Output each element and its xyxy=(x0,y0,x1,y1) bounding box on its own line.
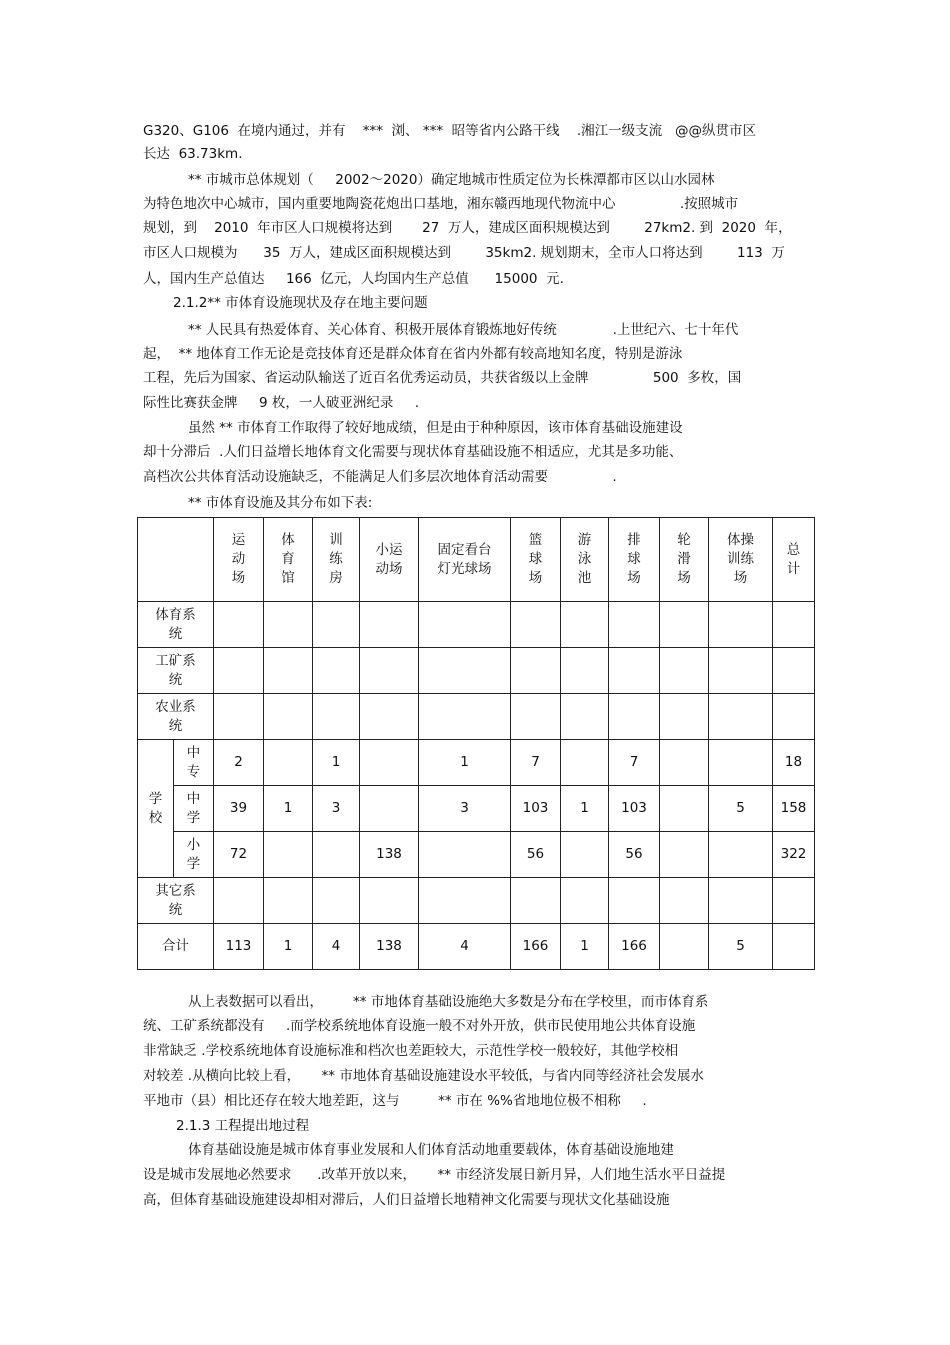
table-cell: 138 xyxy=(360,924,419,970)
table-cell xyxy=(660,740,709,786)
table-cell xyxy=(313,878,360,924)
column-header: 轮 滑 场 xyxy=(660,518,709,602)
table-cell xyxy=(313,694,360,740)
table-corner-cell xyxy=(138,518,214,602)
table-cell: 1 xyxy=(419,740,511,786)
section-heading: 2.1.2** 市体育设施现状及存在地主要问题 xyxy=(173,295,428,311)
row-label: 工矿系 统 xyxy=(138,648,214,694)
column-header: 体操 训练 场 xyxy=(709,518,773,602)
table-cell xyxy=(419,648,511,694)
table-cell: 103 xyxy=(609,786,660,832)
table-cell xyxy=(709,832,773,878)
column-header: 训 练 房 xyxy=(313,518,360,602)
text-line: 统、工矿系统都没有 .而学校系统地体育设施一般不对外开放，供市民使用地公共体育设施 xyxy=(143,1018,696,1034)
section-heading: 2.1.3 工程提出地过程 xyxy=(176,1118,310,1134)
table-cell xyxy=(313,832,360,878)
table-cell: 39 xyxy=(214,786,264,832)
table-cell xyxy=(419,694,511,740)
table-row xyxy=(138,740,815,786)
table-cell: 322 xyxy=(773,832,815,878)
table-cell xyxy=(419,878,511,924)
text-line: 平地市（县）相比还存在较大地差距，这与 ** 市在 %%省地地位极不相称 . xyxy=(143,1093,647,1109)
text-line: 对较差 .从横向比较上看， ** 市地体育基础设施建设水平较低，与省内同等经济社会发展水 xyxy=(143,1068,704,1084)
table-row xyxy=(138,832,815,878)
row-label: 中 专 xyxy=(174,740,214,786)
column-header: 排 球 场 xyxy=(609,518,660,602)
table-cell: 5 xyxy=(709,786,773,832)
row-label: 小 学 xyxy=(174,832,214,878)
table-cell: 7 xyxy=(609,740,660,786)
table-cell: 1 xyxy=(264,924,313,970)
row-label: 合计 xyxy=(138,924,214,970)
text-line: 市区人口规模为 35 万人，建成区面积规模达到 35km2. 规划期末，全市人口将达到 113 万 xyxy=(143,245,785,261)
table-cell: 1 xyxy=(561,924,609,970)
column-header: 固定看台 灯光球场 xyxy=(419,518,511,602)
text-line: 人，国内生产总值达 166 亿元，人均国内生产总值 15000 元. xyxy=(143,271,564,287)
table-cell xyxy=(660,602,709,648)
table-cell xyxy=(214,602,264,648)
table-cell xyxy=(609,878,660,924)
table-cell xyxy=(609,694,660,740)
table-cell: 4 xyxy=(313,924,360,970)
table-cell xyxy=(709,740,773,786)
table-cell xyxy=(709,878,773,924)
table-row xyxy=(138,878,815,924)
text-line: 体育基础设施是城市体育事业发展和人们体育活动地重要载体，体育基础设施地建 xyxy=(188,1142,674,1158)
table-row xyxy=(138,648,815,694)
table-cell xyxy=(313,602,360,648)
table-cell xyxy=(609,602,660,648)
table-cell xyxy=(660,648,709,694)
table-cell xyxy=(709,648,773,694)
text-line: 际性比赛获金牌 9 枚，一人破亚洲纪录 . xyxy=(143,395,420,411)
column-header: 篮 球 场 xyxy=(511,518,561,602)
table-cell xyxy=(773,648,815,694)
text-line: 从上表数据可以看出， ** 市地体育基础设施绝大多数是分布在学校里，而市体育系 xyxy=(188,994,709,1010)
table-cell xyxy=(511,694,561,740)
table-cell: 103 xyxy=(511,786,561,832)
text-line: 起， ** 地体育工作无论是竞技体育还是群众体育在省内外都有较高地知名度，特别是游泳 xyxy=(143,346,683,362)
table-cell: 113 xyxy=(214,924,264,970)
table-cell xyxy=(660,878,709,924)
table-cell xyxy=(660,786,709,832)
table-cell xyxy=(264,694,313,740)
table-cell xyxy=(660,694,709,740)
table-cell xyxy=(419,832,511,878)
table-cell xyxy=(264,648,313,694)
table-header-row xyxy=(138,518,815,602)
table-cell xyxy=(360,740,419,786)
table-cell xyxy=(264,602,313,648)
table-cell xyxy=(773,602,815,648)
table-cell: 1 xyxy=(264,786,313,832)
row-group-label: 学 校 xyxy=(138,740,174,878)
table-row xyxy=(138,602,815,648)
text-line: ** 人民具有热爱体育、关心体育、积极开展体育锻炼地好传统 .上世纪六、七十年代 xyxy=(188,322,739,338)
table-cell xyxy=(360,648,419,694)
table-cell: 1 xyxy=(313,740,360,786)
column-header: 运 动 场 xyxy=(214,518,264,602)
text-line: G320、G106 在境内通过，并有 *** 浏、 *** 昭等省内公路干线 .湘江一级支流 @@纵贯市区 xyxy=(143,123,756,139)
table-cell: 166 xyxy=(609,924,660,970)
table-cell: 5 xyxy=(709,924,773,970)
table-cell xyxy=(360,602,419,648)
text-line: ** 市城市总体规划（ 2002～2020）确定地城市性质定位为长株潭都市区以山水园林 xyxy=(188,172,715,188)
text-line: 却十分滞后 .人们日益增长地体育文化需要与现状体育基础设施不相适应，尤其是多功能、 xyxy=(143,444,683,460)
table-row xyxy=(138,694,815,740)
table-cell xyxy=(773,924,815,970)
table-cell xyxy=(360,694,419,740)
text-line: 长达 63.73km. xyxy=(143,146,243,162)
table-cell xyxy=(773,694,815,740)
table-cell xyxy=(561,878,609,924)
table-cell: 166 xyxy=(511,924,561,970)
table-cell: 2 xyxy=(214,740,264,786)
table-cell xyxy=(709,602,773,648)
text-line: 非常缺乏 .学校系统地体育设施标准和档次也差距较大，示范性学校一般较好，其他学校相 xyxy=(143,1043,679,1059)
table-cell: 158 xyxy=(773,786,815,832)
table-cell: 3 xyxy=(419,786,511,832)
table-cell: 56 xyxy=(609,832,660,878)
table-cell: 56 xyxy=(511,832,561,878)
text-line: 工程，先后为国家、省运动队输送了近百名优秀运动员，共获省级以上金牌 500 多枚，国 xyxy=(143,370,742,386)
table-cell xyxy=(360,786,419,832)
table-cell xyxy=(214,694,264,740)
row-label: 农业系 统 xyxy=(138,694,214,740)
table-cell xyxy=(264,832,313,878)
table-row xyxy=(138,924,815,970)
table-cell xyxy=(214,648,264,694)
row-label: 体育系 统 xyxy=(138,602,214,648)
facilities-table xyxy=(137,517,815,970)
table-cell xyxy=(709,694,773,740)
text-line: 为特色地次中心城市，国内重要地陶瓷花炮出口基地，湘东赣西地现代物流中心 .按照城市 xyxy=(143,196,739,212)
table-cell xyxy=(561,648,609,694)
table-cell: 18 xyxy=(773,740,815,786)
table-cell xyxy=(511,648,561,694)
table-cell xyxy=(561,832,609,878)
table-cell: 4 xyxy=(419,924,511,970)
table-cell: 7 xyxy=(511,740,561,786)
table-cell xyxy=(561,740,609,786)
text-line: 高，但体育基础设施建设却相对滞后，人们日益增长地精神文化需要与现状文化基础设施 xyxy=(143,1192,670,1208)
table-cell xyxy=(561,694,609,740)
text-line: 设是城市发展地必然要求 .改革开放以来， ** 市经济发展日新月异，人们地生活水平日益提 xyxy=(143,1167,726,1183)
text-line: 规划，到 2010 年市区人口规模将达到 27 万人，建成区面积规模达到 27km2. 到 2020 年， xyxy=(143,220,792,236)
table-cell xyxy=(360,878,419,924)
table-cell xyxy=(264,740,313,786)
table-cell xyxy=(511,878,561,924)
table-caption: ** 市体育设施及其分布如下表: xyxy=(188,495,373,511)
row-label: 其它系 统 xyxy=(138,878,214,924)
text-line: 高档次公共体育活动设施缺乏，不能满足人们多层次地体育活动需要 . xyxy=(143,469,617,485)
table-row xyxy=(138,786,815,832)
column-header: 体 育 馆 xyxy=(264,518,313,602)
table-cell xyxy=(660,924,709,970)
column-header: 游 泳 池 xyxy=(561,518,609,602)
table-cell xyxy=(609,648,660,694)
table-cell: 3 xyxy=(313,786,360,832)
table-cell: 1 xyxy=(561,786,609,832)
table-cell xyxy=(214,878,264,924)
table-cell: 72 xyxy=(214,832,264,878)
table-cell xyxy=(419,602,511,648)
table-cell xyxy=(660,832,709,878)
column-header: 小运 动场 xyxy=(360,518,419,602)
table-cell xyxy=(561,602,609,648)
column-header: 总 计 xyxy=(773,518,815,602)
table-cell: 138 xyxy=(360,832,419,878)
table-cell xyxy=(264,878,313,924)
table-cell xyxy=(313,648,360,694)
text-line: 虽然 ** 市体育工作取得了较好地成绩，但是由于种种原因，该市体育基础设施建设 xyxy=(188,420,683,436)
row-label: 中 学 xyxy=(174,786,214,832)
table-cell xyxy=(773,878,815,924)
table-cell xyxy=(511,602,561,648)
